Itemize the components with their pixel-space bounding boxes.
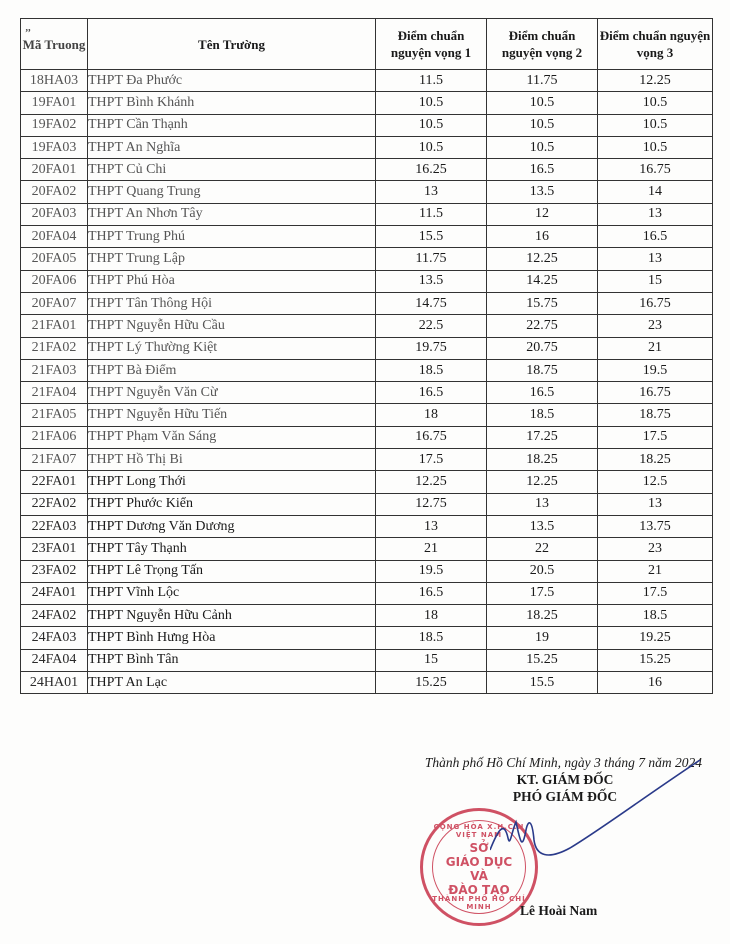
score-choice-1-cell: 13 [376,181,487,203]
school-name-cell: THPT Nguyễn Hữu Cầu [88,315,376,337]
school-name-cell: THPT Vĩnh Lộc [88,582,376,604]
table-row [21,181,713,203]
school-name-cell: THPT An Nhơn Tây [88,203,376,225]
score-choice-3-cell: 13 [598,203,713,225]
score-choice-1-cell: 12.25 [376,471,487,493]
school-name-cell: THPT Bình Khánh [88,92,376,114]
school-code-cell: 24FA01 [21,582,88,604]
score-choice-1-cell: 19.5 [376,560,487,582]
school-name-cell: THPT Cần Thạnh [88,114,376,136]
school-code-cell: 21FA01 [21,315,88,337]
table-header-row [21,19,713,70]
school-code-cell: 24FA04 [21,649,88,671]
stamp-center-text: SỞ GIÁO DỤC VÀ ĐÀO TẠO [445,841,513,897]
score-choice-1-cell: 11.75 [376,248,487,270]
score-choice-1-cell: 21 [376,538,487,560]
school-name-cell: THPT Quang Trung [88,181,376,203]
header-score-choice-1: Điểm chuẩn nguyện vọng 1 [376,19,487,70]
school-name-cell: THPT Nguyễn Hữu Tiến [88,404,376,426]
school-name-cell: THPT Lý Thường Kiệt [88,337,376,359]
school-code-cell: 22FA03 [21,515,88,537]
score-choice-2-cell: 16.5 [487,159,598,181]
school-code-cell: 21FA03 [21,359,88,381]
school-name-cell: THPT Lê Trọng Tấn [88,560,376,582]
score-choice-2-cell: 20.75 [487,337,598,359]
score-choice-3-cell: 17.5 [598,426,713,448]
table-row [21,337,713,359]
school-code-cell: 24FA03 [21,627,88,649]
school-code-cell: 20FA05 [21,248,88,270]
score-choice-2-cell: 12.25 [487,471,598,493]
school-code-cell: 19FA03 [21,136,88,158]
school-code-cell: 21FA07 [21,449,88,471]
score-choice-2-cell: 12.25 [487,248,598,270]
score-choice-1-cell: 10.5 [376,136,487,158]
score-choice-3-cell: 13 [598,493,713,515]
score-choice-1-cell: 22.5 [376,315,487,337]
score-choice-2-cell: 18.5 [487,404,598,426]
score-choice-2-cell: 16.5 [487,382,598,404]
signer-title-2: PHÓ GIÁM ĐỐC [512,789,618,804]
score-choice-1-cell: 13.5 [376,270,487,292]
signer-title-1: KT. GIÁM ĐỐC [516,772,614,787]
school-name-cell: THPT An Lạc [88,672,376,694]
school-code-cell: 20FA01 [21,159,88,181]
score-choice-2-cell: 10.5 [487,92,598,114]
score-choice-3-cell: 19.25 [598,627,713,649]
score-choice-3-cell: 23 [598,538,713,560]
table-row [21,404,713,426]
handwritten-signature-icon [490,760,710,890]
score-choice-2-cell: 17.5 [487,582,598,604]
score-choice-3-cell: 10.5 [598,92,713,114]
score-choice-3-cell: 19.5 [598,359,713,381]
score-choice-3-cell: 13 [598,248,713,270]
school-name-cell: THPT Long Thới [88,471,376,493]
table-row [21,248,713,270]
header-score-choice-2: Điểm chuẩn nguyện vọng 2 [487,19,598,70]
school-name-cell: THPT Trung Phú [88,226,376,248]
school-name-cell: THPT Nguyễn Hữu Cảnh [88,605,376,627]
score-choice-1-cell: 16.25 [376,159,487,181]
table-row [21,359,713,381]
score-choice-1-cell: 15.25 [376,672,487,694]
score-choice-1-cell: 15.5 [376,226,487,248]
school-name-cell: THPT An Nghĩa [88,136,376,158]
score-choice-2-cell: 15.75 [487,292,598,314]
school-code-cell: 20FA06 [21,270,88,292]
header-school-name: Tên Trường [88,19,376,70]
score-choice-1-cell: 15 [376,649,487,671]
school-code-cell: 21FA04 [21,382,88,404]
table-row [21,449,713,471]
score-choice-1-cell: 16.75 [376,426,487,448]
school-code-cell: 20FA03 [21,203,88,225]
table-row [21,672,713,694]
score-choice-2-cell: 17.25 [487,426,598,448]
table-row [21,136,713,158]
table-row [21,382,713,404]
place-and-date: Thành phố Hồ Chí Minh, ngày 3 tháng 7 năm 2024 [424,755,702,770]
score-choice-2-cell: 16 [487,226,598,248]
school-code-cell: 22FA01 [21,471,88,493]
table-row [21,270,713,292]
school-name-cell: THPT Đa Phước [88,70,376,92]
score-choice-1-cell: 10.5 [376,114,487,136]
score-choice-1-cell: 18.5 [376,627,487,649]
school-code-cell: 20FA02 [21,181,88,203]
score-choice-3-cell: 16.75 [598,292,713,314]
score-choice-3-cell: 17.5 [598,582,713,604]
score-choice-2-cell: 22.75 [487,315,598,337]
score-choice-2-cell: 10.5 [487,114,598,136]
score-choice-1-cell: 16.5 [376,382,487,404]
table-row [21,538,713,560]
table-body [21,70,713,694]
score-choice-2-cell: 13 [487,493,598,515]
score-choice-2-cell: 15.25 [487,649,598,671]
school-code-cell: 24FA02 [21,605,88,627]
school-code-cell: 23FA02 [21,560,88,582]
score-choice-3-cell: 14 [598,181,713,203]
score-choice-3-cell: 21 [598,337,713,359]
score-choice-2-cell: 18.75 [487,359,598,381]
table-row [21,226,713,248]
school-name-cell: THPT Phước Kiển [88,493,376,515]
score-choice-3-cell: 12.5 [598,471,713,493]
score-choice-2-cell: 19 [487,627,598,649]
score-choice-1-cell: 19.75 [376,337,487,359]
score-choice-1-cell: 17.5 [376,449,487,471]
score-choice-3-cell: 16 [598,672,713,694]
score-choice-3-cell: 10.5 [598,114,713,136]
table-row [21,471,713,493]
school-code-cell: 19FA02 [21,114,88,136]
score-choice-3-cell: 15 [598,270,713,292]
header-score-choice-3: Điểm chuẩn nguyện vọng 3 [598,19,713,70]
stamp-ring-top-text: CỘNG HÒA X.H.C.N VIỆT NAM [433,823,525,839]
score-choice-3-cell: 12.25 [598,70,713,92]
score-choice-1-cell: 11.5 [376,70,487,92]
score-choice-3-cell: 21 [598,560,713,582]
table-row [21,292,713,314]
school-name-cell: THPT Nguyễn Văn Cừ [88,382,376,404]
score-choice-3-cell: 10.5 [598,136,713,158]
school-code-cell: 20FA07 [21,292,88,314]
score-choice-2-cell: 12 [487,203,598,225]
table-row [21,493,713,515]
table-row [21,70,713,92]
school-code-cell: 21FA05 [21,404,88,426]
school-code-cell: 22FA02 [21,493,88,515]
score-choice-2-cell: 14.25 [487,270,598,292]
admission-scores-table [20,18,713,694]
score-choice-2-cell: 15.5 [487,672,598,694]
table-row [21,560,713,582]
score-choice-1-cell: 18 [376,404,487,426]
school-code-cell: 21FA06 [21,426,88,448]
stamp-ring-bottom-text: THÀNH PHỐ HỒ CHÍ MINH [432,895,526,911]
table-row [21,203,713,225]
school-name-cell: THPT Hồ Thị Bi [88,449,376,471]
score-choice-3-cell: 18.5 [598,605,713,627]
score-choice-1-cell: 13 [376,515,487,537]
school-code-cell: 23FA01 [21,538,88,560]
score-choice-2-cell: 18.25 [487,605,598,627]
school-name-cell: THPT Bà Điểm [88,359,376,381]
score-choice-3-cell: 18.25 [598,449,713,471]
score-choice-2-cell: 13.5 [487,515,598,537]
score-choice-2-cell: 18.25 [487,449,598,471]
school-name-cell: THPT Bình Tân [88,649,376,671]
table-row [21,114,713,136]
school-code-cell: 24HA01 [21,672,88,694]
ink-mark: ’’ [25,28,31,39]
school-code-cell: 21FA02 [21,337,88,359]
score-choice-3-cell: 16.5 [598,226,713,248]
score-choice-3-cell: 23 [598,315,713,337]
table-row [21,426,713,448]
school-code-cell: 18HA03 [21,70,88,92]
score-choice-1-cell: 11.5 [376,203,487,225]
score-choice-2-cell: 22 [487,538,598,560]
score-choice-2-cell: 10.5 [487,136,598,158]
score-choice-2-cell: 20.5 [487,560,598,582]
table-row [21,649,713,671]
school-name-cell: THPT Trung Lập [88,248,376,270]
table-row [21,515,713,537]
score-choice-3-cell: 18.75 [598,404,713,426]
score-choice-1-cell: 14.75 [376,292,487,314]
school-name-cell: THPT Phạm Văn Sáng [88,426,376,448]
table-row [21,605,713,627]
table-row [21,582,713,604]
score-choice-1-cell: 12.75 [376,493,487,515]
score-choice-1-cell: 18.5 [376,359,487,381]
school-name-cell: THPT Tây Thạnh [88,538,376,560]
school-code-cell: 19FA01 [21,92,88,114]
table-row [21,159,713,181]
score-choice-3-cell: 15.25 [598,649,713,671]
score-choice-2-cell: 13.5 [487,181,598,203]
table-row [21,627,713,649]
table-row [21,315,713,337]
score-choice-1-cell: 18 [376,605,487,627]
score-choice-3-cell: 16.75 [598,382,713,404]
score-choice-1-cell: 16.5 [376,582,487,604]
header-school-code: ’’ Mã Truong [21,19,88,70]
score-choice-1-cell: 10.5 [376,92,487,114]
score-choice-3-cell: 13.75 [598,515,713,537]
score-choice-3-cell: 16.75 [598,159,713,181]
school-name-cell: THPT Tân Thông Hội [88,292,376,314]
signer-name: Lê Hoài Nam [520,903,598,918]
school-name-cell: THPT Củ Chi [88,159,376,181]
school-code-cell: 20FA04 [21,226,88,248]
score-choice-2-cell: 11.75 [487,70,598,92]
table-row [21,92,713,114]
school-name-cell: THPT Dương Văn Dương [88,515,376,537]
school-name-cell: THPT Bình Hưng Hòa [88,627,376,649]
school-name-cell: THPT Phú Hòa [88,270,376,292]
